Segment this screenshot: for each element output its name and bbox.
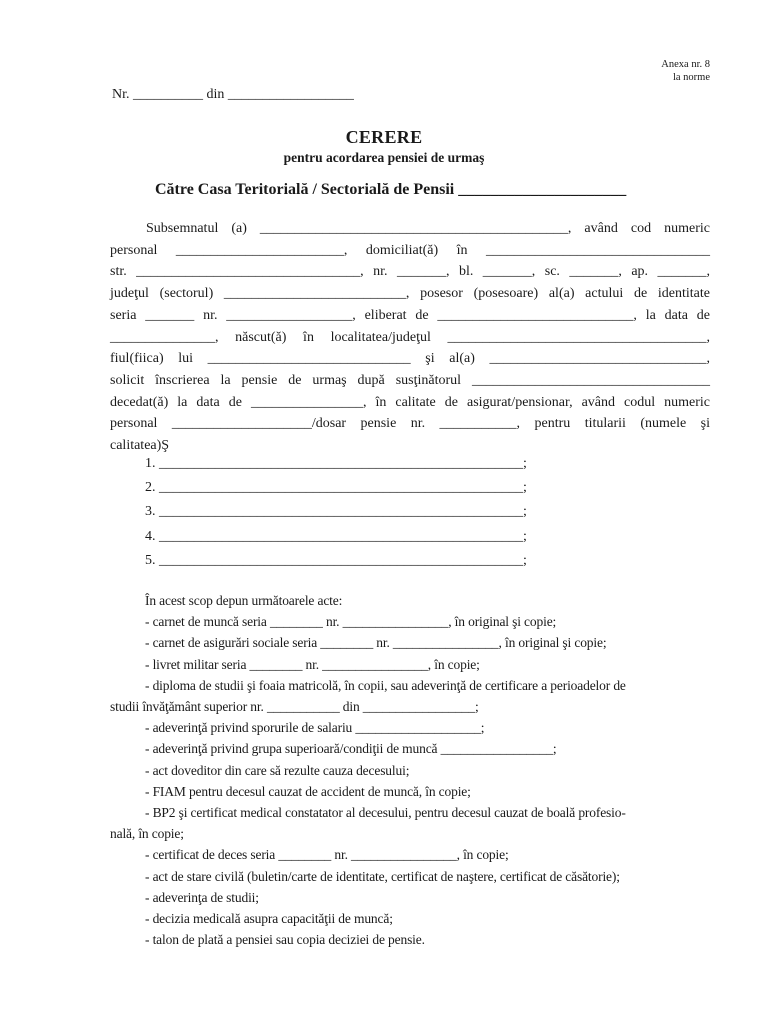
annex-reference: [661, 58, 710, 84]
document-subtitle: pentru acordarea pensiei de urmaş: [283, 150, 485, 165]
act-item: - adeverinţă privind sporurile de salariu ___________________;: [145, 720, 485, 736]
beneficiary-line: 5. ____________________________________________________;: [145, 552, 527, 568]
act-item: - adeverinţă privind grupa superioară/condiţii de muncă _________________;: [145, 741, 557, 757]
act-item-continuation: nală, în copie;: [110, 826, 184, 842]
form-line: _______________, născut(ă) în localitatea/judeţul _____________________________________,: [110, 329, 710, 345]
act-item: - carnet de asigurări sociale seria ________ nr. ________________, în original şi copie;: [145, 635, 607, 651]
act-item: - decizia medicală asupra capacităţii de muncă;: [145, 911, 393, 927]
form-line: personal ________________________, domiciliat(ă) în ________________________________: [110, 242, 710, 258]
act-item: - livret militar seria ________ nr. ________________, în copie;: [145, 656, 480, 672]
act-item: - carnet de muncă seria ________ nr. ________________, în original şi copie;: [145, 614, 557, 630]
annex-norme: la norme: [672, 72, 710, 83]
form-line: decedat(ă) la data de ________________, în calitate de asigurat/pensionar, având codul numeric: [110, 394, 710, 410]
beneficiaries-list: [145, 452, 527, 573]
act-item: - diploma de studii şi foaia matricolă, în copii, sau adeverinţă de certificare a perioadelor de: [145, 677, 626, 693]
form-line: judeţul (sectorul) __________________________, posesor (posesoare) al(a) actului de identitate: [110, 286, 710, 302]
act-item: - FIAM pentru decesul cauzat de accident de muncă, în copie;: [145, 783, 471, 799]
registration-number-line: Nr. __________ din __________________: [112, 87, 354, 102]
beneficiary-line: 1. ____________________________________________________;: [145, 456, 527, 471]
act-item: - act de stare civilă (buletin/carte de identitate, certificat de naştere, certificat de căsătorie);: [145, 868, 620, 884]
document-title: CERERE: [345, 127, 423, 147]
form-line: solicit înscrierea la pensie de urmaş după susţinătorul __________________________________: [110, 372, 710, 388]
beneficiary-line: 2. ____________________________________________________;: [145, 480, 527, 496]
applicant-details: [110, 218, 710, 457]
form-line: fiul(fiica) lui _____________________________ şi al(a) _______________________________,: [110, 351, 710, 367]
beneficiary-line: 3. ____________________________________________________;: [145, 504, 527, 520]
annex-number: Anexa nr. 8: [661, 59, 710, 70]
form-line: str. ________________________________, nr. _______, bl. _______, sc. _______, ap. _______,: [110, 264, 710, 280]
act-item-continuation: studii învăţământ superior nr. ___________ din _________________;: [110, 699, 479, 715]
attached-documents-list: [110, 590, 710, 950]
beneficiary-line: 4. ____________________________________________________;: [145, 528, 527, 544]
act-item: - talon de plată a pensiei sau copia deciziei de pensie.: [145, 932, 425, 948]
form-line: Subsemnatul (a) ____________________________________________, având cod numeric: [146, 221, 710, 236]
form-line: calitatea)Ş: [110, 438, 170, 454]
act-item: - BP2 şi certificat medical constatator al decesului, pentru decesul cauzat de boală profesio-: [145, 805, 626, 821]
form-line: personal ____________________/dosar pensie nr. ___________, pentru titularii (numele şi: [110, 416, 710, 432]
act-item: - certificat de deces seria ________ nr. ________________, în copie;: [145, 847, 509, 863]
form-line: seria _______ nr. __________________, eliberat de ____________________________, la data de: [110, 307, 710, 323]
acts-intro: În acest scop depun următoarele acte:: [145, 593, 343, 608]
applicant-form-paragraph: [110, 218, 710, 457]
act-item: - act doveditor din care să rezulte cauza decesului;: [145, 762, 410, 778]
act-item: - adeverinţa de studii;: [145, 889, 259, 905]
addressee-line: Către Casa Teritorială / Sectorială de Pensii _____________________: [155, 181, 627, 198]
